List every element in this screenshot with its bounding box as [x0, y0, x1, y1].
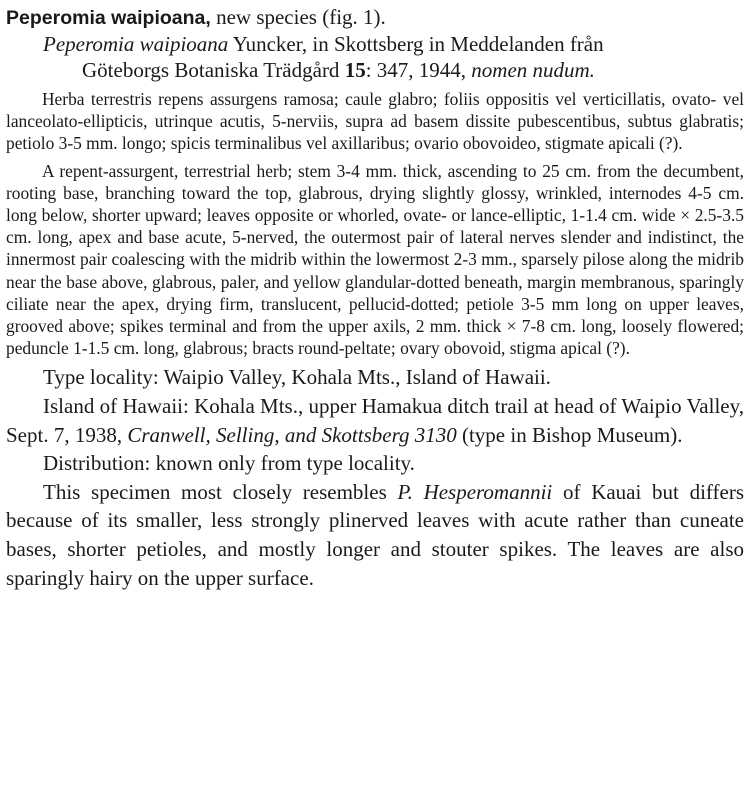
synonym-name: Peperomia waipioana: [43, 32, 229, 56]
synonym-citation-line-2: [6, 57, 744, 83]
synonym-status: nomen nudum.: [471, 58, 595, 82]
specimen-collectors: Cranwell, Selling, and Skottsberg 3130: [127, 422, 457, 447]
synonym-volume: 15: [344, 58, 366, 82]
specimen-text: Island of Hawaii: Kohala Mts., upper Hamakua ditch trail at head of Waipio Valley, Sept. 7, 1938,: [6, 394, 744, 447]
synonym-citation-line-1: [6, 31, 744, 57]
species-suffix: new species (fig. 1).: [210, 5, 386, 29]
specimen-citation: [6, 392, 744, 449]
synonym-text-1: Yuncker, in Skottsberg in Meddelanden från: [228, 32, 604, 56]
species-name: Peperomia waipioana,: [6, 7, 211, 29]
species-heading: [6, 4, 744, 31]
discussion-text-2: of Kauai but differs because of its smaller, less strongly plinerved leaves with acute rather than cuneate bases, shorter petioles, and mostly longer and stouter spikes. The leaves are also sparingly hairy on the upper surface.: [6, 479, 745, 590]
latin-description: Herba terrestris repens assurgens ramosa; caule glabro; foliis oppositis vel verticillatis, ovato- vel lanceolato-ellipticis, utrinque acutis, 5-nerviis, supra ad basem dissite pubescentibus, subtus glabratis; petiolo 3-5 mm. longo; spicis terminalibus vel axillaribus; ovario obovoideo, stigmate apicali (?).: [6, 89, 744, 154]
distribution: Distribution: known only from type locality.: [43, 451, 415, 476]
type-locality: Type locality: Waipio Valley, Kohala Mts., Island of Hawaii.: [43, 365, 551, 390]
synonym-text-3: : 347, 1944,: [365, 58, 472, 82]
discussion: [6, 478, 744, 592]
discussion-text-1: This specimen most closely resembles: [43, 479, 398, 504]
comparison-species: P. Hesperomannii: [397, 479, 553, 504]
english-description: A repent-assurgent, terrestrial herb; stem 3-4 mm. thick, ascending to 25 cm. from the decumbent, rooting base, branching toward the top, glabrous, drying slightly glossy, wrinkled, internodes 4-5 cm. long below, shorter upward; leaves opposite or whorled, ovate- or lance-elliptic, 1-1.4 cm. wide × 2.5-3.5 cm. long, apex and base acute, 5-nerved, the outermost pair of lateral nerves slender and indistinct, the innermost pair coalescing with the midrib within the lowermost 2-3 mm., sparsely pilose along the midrib near the base above, glabrous, paler, and yellow glandular-dotted beneath, margin membranous, sparingly ciliate near the apex, drying firm, translucent, pellucid-dotted; petiole 3-5 mm long on upper leaves, grooved above; spikes terminal and from the upper axils, 2 mm. thick × 7-8 cm. long, loosely flowered; peduncle 1-1.5 cm. long, glabrous; bracts round-peltate; ovary obovoid, stigma apical (?).: [6, 160, 744, 359]
specimen-note: (type in Bishop Museum).: [456, 422, 683, 447]
synonym-text-2: Göteborgs Botaniska Trädgård: [82, 58, 345, 82]
